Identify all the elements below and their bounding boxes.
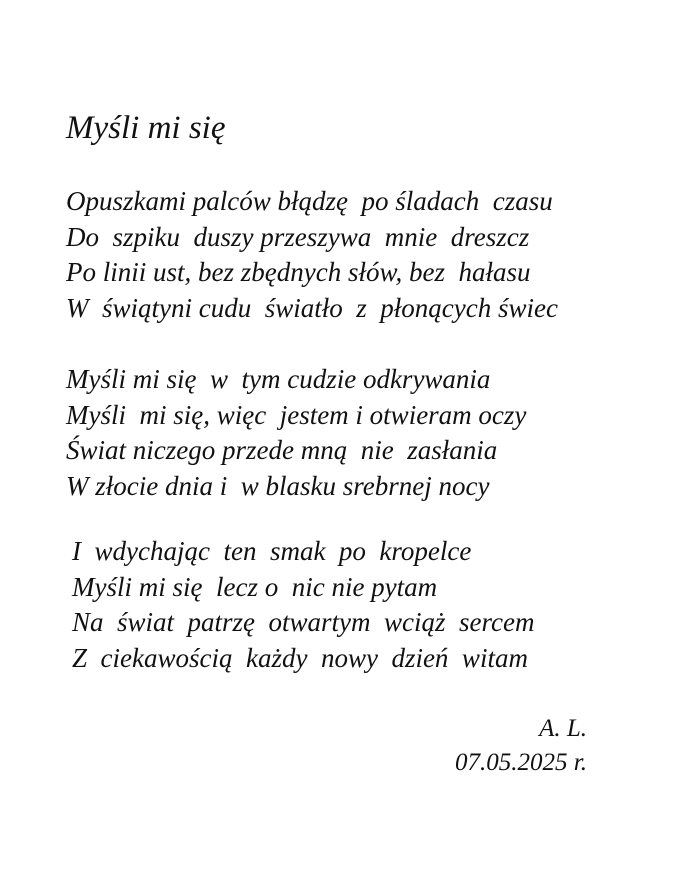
poem-line: Do szpiku duszy przeszywa mnie dreszcz xyxy=(66,221,530,252)
poem-line: W świątyni cudu światło z płonących świec xyxy=(66,292,558,323)
poem-line: Świat niczego przede mną nie zasłania xyxy=(66,435,498,465)
poem-line: Z ciekawością każdy nowy dzień witam xyxy=(72,642,528,673)
stanza-2 xyxy=(66,362,526,504)
author-initials: A. L. xyxy=(539,715,587,742)
poem-line: Myśli mi się w tym cudzie odkrywania xyxy=(66,364,491,394)
stanza-1 xyxy=(66,184,558,326)
poem-title: Myśli mi się xyxy=(66,110,226,146)
poem-line: W złocie dnia i w blasku srebrnej nocy xyxy=(66,470,490,501)
poem-line: I wdychając ten smak po kropelce xyxy=(72,536,472,566)
poem-date: 07.05.2025 r. xyxy=(455,749,587,776)
poem-line: Myśli mi się lecz o nic nie pytam xyxy=(72,571,438,602)
signature-block xyxy=(455,712,587,780)
poem-line: Myśli mi się, więc jestem i otwieram oczy xyxy=(66,399,527,430)
stanza-3 xyxy=(72,534,535,676)
poem-line: Na świat patrzę otwartym wciąż sercem xyxy=(72,607,535,637)
poem-line: Po linii ust, bez zbędnych słów, bez hałasu xyxy=(66,257,531,287)
poem-line: Opuszkami palców błądzę po śladach czasu xyxy=(66,186,553,216)
